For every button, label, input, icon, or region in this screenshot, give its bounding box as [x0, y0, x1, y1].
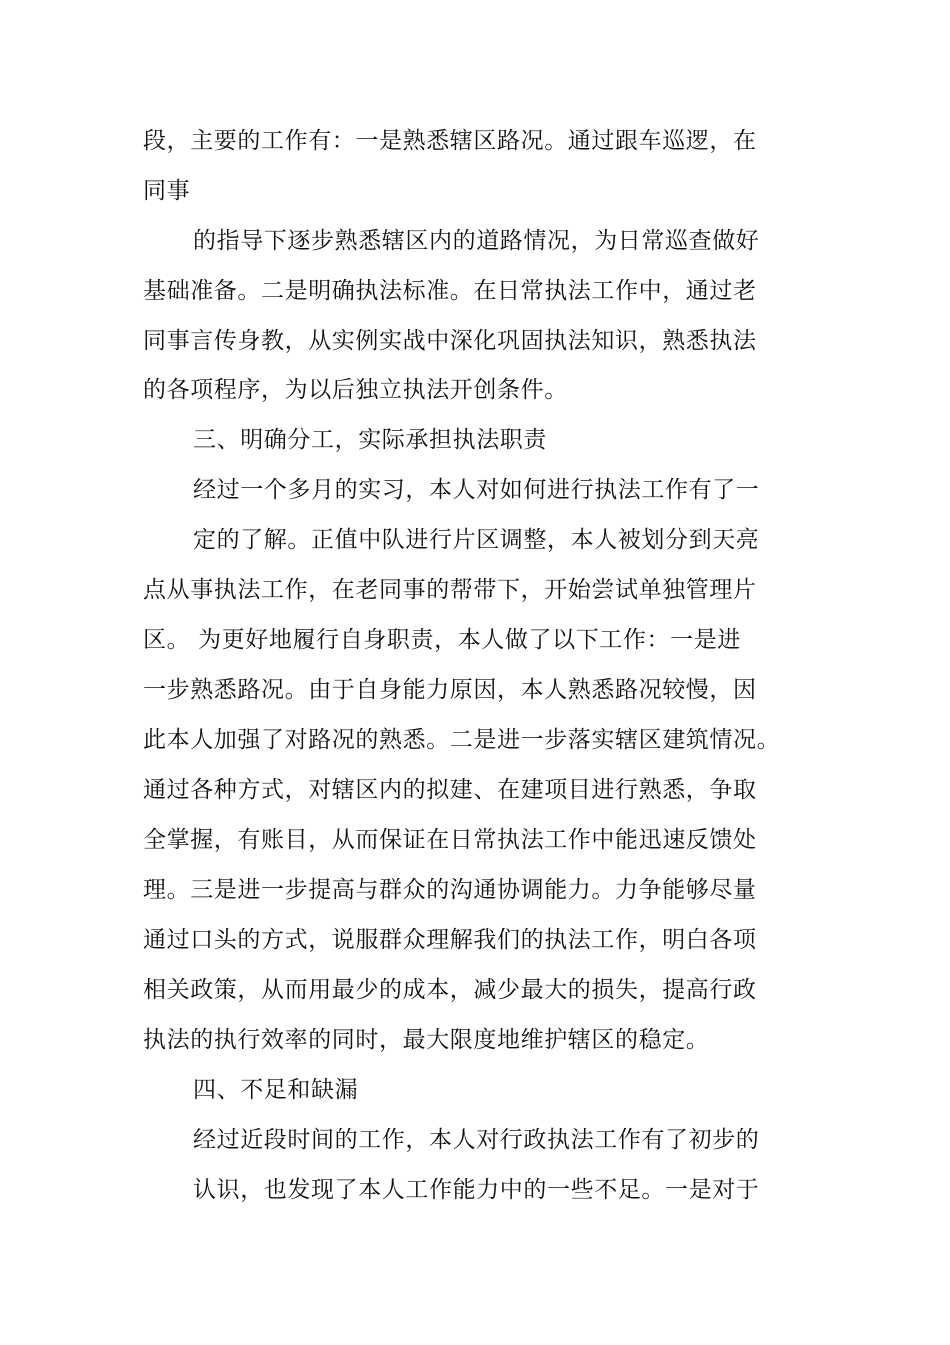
paragraph-line: 经过近段时间的工作，本人对行政执法工作有了初步的	[193, 1127, 760, 1153]
paragraph-line: 通过口头的方式，说服群众理解我们的执法工作，明白各项	[143, 927, 757, 953]
paragraph-line: 执法的执行效率的同时，最大限度地维护辖区的稳定。	[143, 1027, 710, 1053]
paragraph-line: 的各项程序，为以后独立执法开创条件。	[143, 377, 568, 403]
paragraph-line: 一步熟悉路况。由于自身能力原因，本人熟悉路况较慢，因	[143, 677, 757, 703]
paragraph-line: 段，主要的工作有：一是熟悉辖区路况。通过跟车巡逻，在	[143, 128, 757, 154]
paragraph-line: 点从事执法工作，在老同事的帮带下，开始尝试单独管理片	[143, 577, 757, 603]
paragraph-line: 同事	[143, 178, 191, 204]
paragraph-line: 定的了解。正值中队进行片区调整，本人被划分到天亮	[193, 527, 760, 553]
paragraph-line: 相关政策，从而用最少的成本，减少最大的损失，提高行政	[143, 977, 757, 1003]
section-heading: 四、不足和缺漏	[193, 1077, 359, 1103]
paragraph-line: 经过一个多月的实习，本人对如何进行执法工作有了一	[193, 477, 760, 503]
paragraph-line: 基础准备。二是明确执法标准。在日常执法工作中，通过老	[143, 278, 757, 304]
paragraph-line: 同事言传身教，从实例实战中深化巩固执法知识，熟悉执法	[143, 328, 757, 354]
paragraph-line: 的指导下逐步熟悉辖区内的道路情况，为日常巡查做好	[193, 228, 760, 254]
paragraph-line: 区。 为更好地履行自身职责，本人做了以下工作：一是进	[143, 627, 741, 653]
section-heading: 三、明确分工，实际承担执法职责	[193, 427, 547, 453]
paragraph-line: 此本人加强了对路况的熟悉。二是进一步落实辖区建筑情况。	[143, 727, 781, 753]
paragraph-line: 通过各种方式，对辖区内的拟建、在建项目进行熟悉，争取	[143, 777, 757, 803]
paragraph-line: 理。三是进一步提高与群众的沟通协调能力。力争能够尽量	[143, 877, 757, 903]
paragraph-line: 全掌握，有账目，从而保证在日常执法工作中能迅速反馈处	[143, 827, 757, 853]
paragraph-line: 认识，也发现了本人工作能力中的一些不足。一是对于	[193, 1177, 760, 1203]
